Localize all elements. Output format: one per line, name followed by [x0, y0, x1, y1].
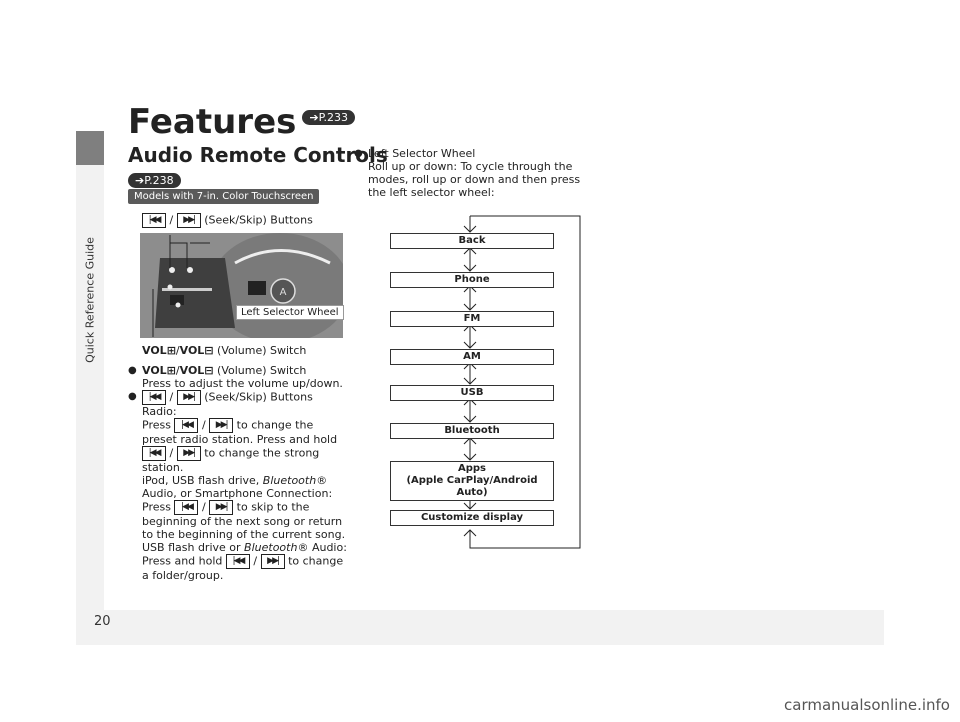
- page-title: Features ➔P.233: [128, 102, 355, 142]
- svg-text:A: A: [279, 287, 287, 298]
- bullet-seek-desc: Radio: Press |◀◀ / ▶▶| to change the preset radio station. Press and hold |◀◀ / ▶▶| to change the strong station. iPod, USB flash drive, Bluetooth® Audio, or Smartphone Connection: Press |◀◀ / ▶▶| to skip to the beginning of the next song or return to the beginning of the current song. USB flash drive or Bluetooth® Audio: Press and hold |◀◀ / ▶▶| to change a folder/group.: [142, 405, 347, 582]
- left-selector-description: [354, 147, 594, 199]
- seek-back-icon: |◀◀: [142, 213, 166, 228]
- section-title: Audio Remote Controls: [128, 143, 388, 167]
- seek-back-icon: |◀◀: [142, 390, 166, 405]
- flow-item-customize-display: Customize display: [390, 510, 554, 526]
- page-number: 20: [94, 614, 111, 629]
- left-selector-bullet-desc: Roll up or down: To cycle through the modes, roll up or down and then press the left selector wheel:: [368, 160, 581, 199]
- mode-cycle-flowchart: [390, 214, 585, 554]
- seek-forward-icon: ▶▶|: [209, 418, 233, 433]
- flowchart-arrows: [390, 214, 585, 554]
- flow-item-usb: USB: [390, 385, 554, 401]
- seek-forward-icon: ▶▶|: [177, 213, 201, 228]
- flow-item-back: Back: [390, 233, 554, 249]
- flow-item-bluetooth: Bluetooth: [390, 423, 554, 439]
- flow-item-apps: Apps (Apple CarPlay/Android Auto): [390, 461, 554, 501]
- seek-forward-icon: ▶▶|: [209, 500, 233, 515]
- callout-lines: [140, 225, 350, 350]
- side-tab-label: Quick Reference Guide: [83, 237, 97, 363]
- side-tab-marker: [76, 131, 104, 165]
- title-page-ref[interactable]: ➔P.233: [302, 110, 355, 125]
- seek-back-icon: |◀◀: [174, 418, 198, 433]
- seek-back-icon: |◀◀: [174, 500, 198, 515]
- seek-forward-icon: ▶▶|: [261, 554, 285, 569]
- flow-item-phone: Phone: [390, 272, 554, 288]
- bullet-vol-desc: Press to adjust the volume up/down.: [142, 377, 343, 390]
- watermark: carmanualsonline.info: [784, 696, 950, 714]
- section-page-ref[interactable]: ➔P.238: [128, 170, 181, 189]
- flow-item-fm: FM: [390, 311, 554, 327]
- bullet-list: [128, 364, 350, 582]
- seek-caption: |◀◀ / ▶▶| (Seek/Skip) Buttons: [142, 213, 313, 228]
- models-badge: Models with 7-in. Color Touchscreen: [128, 189, 319, 204]
- left-selector-wheel-label: Left Selector Wheel: [236, 305, 344, 320]
- flow-item-am: AM: [390, 349, 554, 365]
- seek-back-icon: |◀◀: [226, 554, 250, 569]
- seek-back-icon: |◀◀: [142, 446, 166, 461]
- left-selector-bullet-title: ● Left Selector Wheel: [354, 147, 594, 160]
- seek-forward-icon: ▶▶|: [177, 390, 201, 405]
- seek-forward-icon: ▶▶|: [177, 446, 201, 461]
- bullet-vol: ● VOL⊞/VOL⊟ (Volume) Switch: [128, 364, 350, 377]
- bullet-seek: ● |◀◀ / ▶▶| (Seek/Skip) Buttons: [128, 390, 350, 405]
- vol-caption: VOL⊞/VOL⊟ (Volume) Switch: [142, 344, 307, 357]
